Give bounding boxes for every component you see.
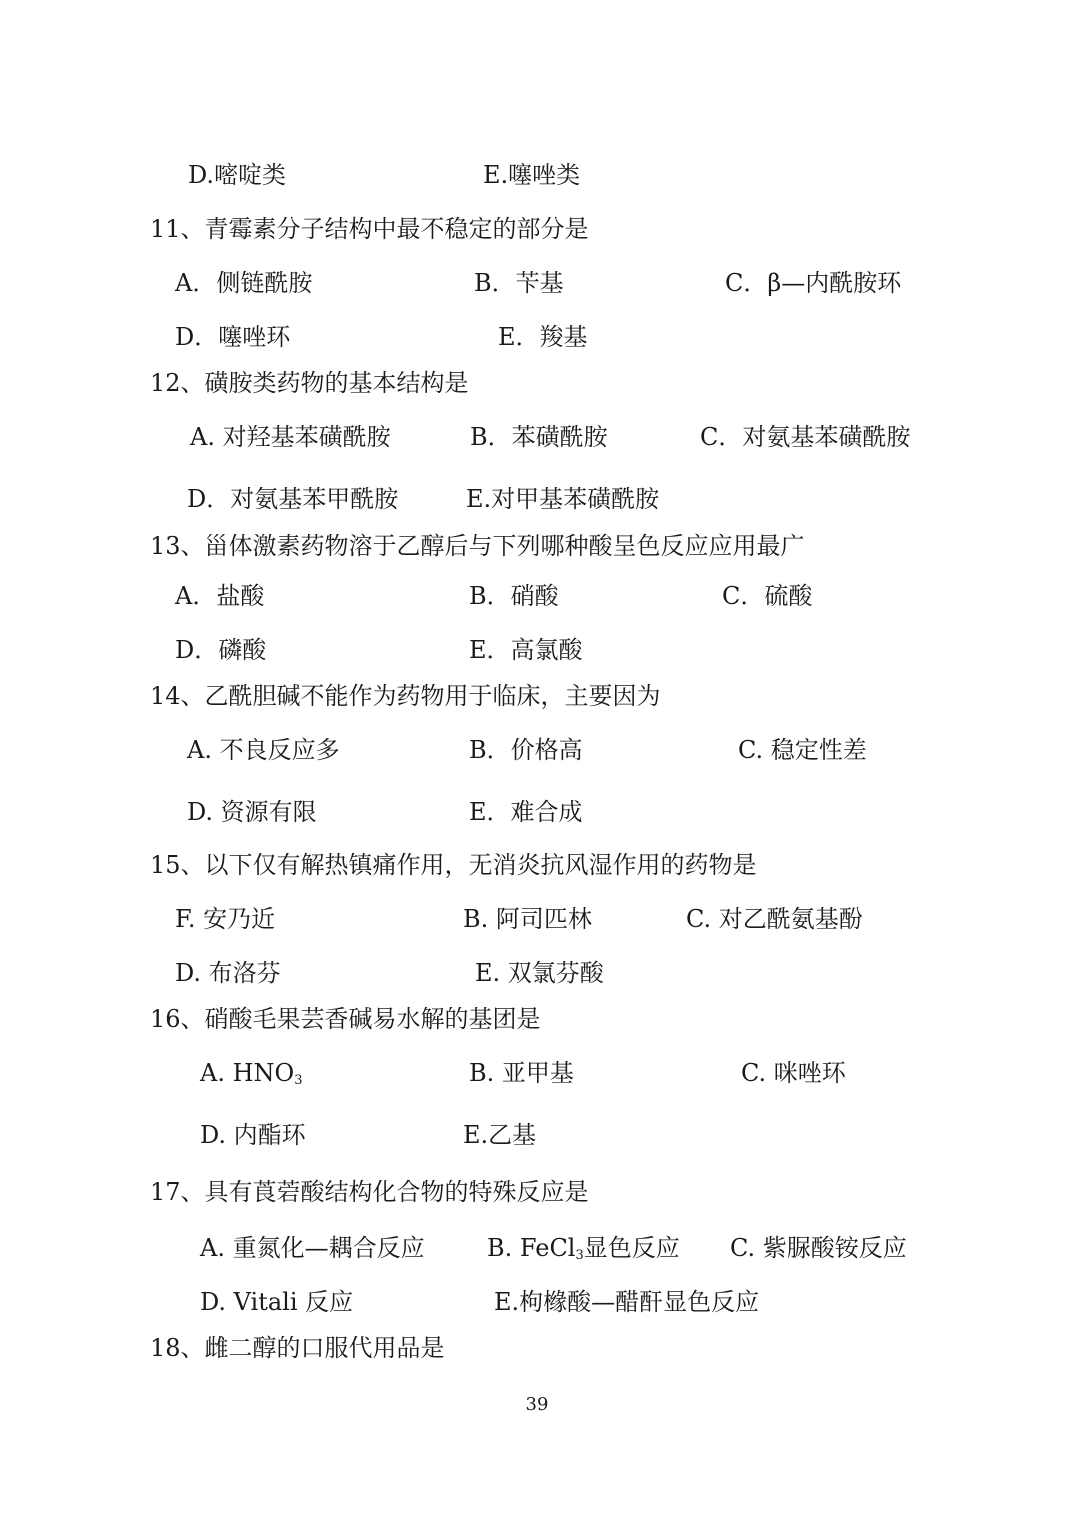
q17-option-d: D. Vitali 反应	[200, 1288, 354, 1316]
q16-option-a	[200, 1058, 302, 1088]
q12-option-d: D．对氨基苯甲酰胺	[187, 485, 399, 513]
q14-option-b: B．价格高	[469, 736, 583, 764]
q13-option-c: C．硫酸	[722, 582, 813, 610]
q13-option-b: B．硝酸	[469, 582, 559, 610]
q17-option-b	[487, 1233, 680, 1263]
q16-option-e: E.乙基	[463, 1121, 537, 1149]
q15-option-d: D. 布洛芬	[175, 959, 281, 987]
q13-question: 13、甾体激素药物溶于乙醇后与下列哪种酸呈色反应应用最广	[150, 532, 805, 560]
q17-option-c: C. 紫脲酸铵反应	[730, 1234, 907, 1262]
q17-option-b-subscript: 3	[575, 1248, 584, 1263]
q15-option-f: F. 安乃近	[175, 905, 276, 933]
q12-option-a: A. 对羟基苯磺酰胺	[190, 423, 391, 451]
q13-option-e: E．高氯酸	[469, 636, 583, 664]
q17-question: 17、具有莨菪酸结构化合物的特殊反应是	[150, 1178, 589, 1206]
q15-option-b: B. 阿司匹林	[463, 905, 592, 933]
q15-question: 15、以下仅有解热镇痛作用，无消炎抗风湿作用的药物是	[150, 851, 757, 879]
q14-question: 14、乙酰胆碱不能作为药物用于临床，主要因为	[150, 682, 661, 710]
q16-option-b: B. 亚甲基	[469, 1059, 574, 1087]
q11-option-d: D．噻唑环	[175, 323, 291, 351]
q13-option-a: A．盐酸	[175, 582, 265, 610]
q10-option-d: D.嘧啶类	[188, 161, 287, 189]
q14-option-d: D. 资源有限	[187, 798, 317, 826]
q11-option-a: A．侧链酰胺	[175, 269, 313, 297]
q18-question: 18、雌二醇的口服代用品是	[150, 1334, 445, 1362]
q10-option-e: E.噻唑类	[483, 161, 581, 189]
q12-option-c: C．对氨基苯磺酰胺	[700, 423, 911, 451]
q16-option-c: C. 咪唑环	[741, 1059, 846, 1087]
q11-option-c: C．β—内酰胺环	[725, 269, 902, 297]
q11-question: 11、青霉素分子结构中最不稳定的部分是	[150, 215, 589, 243]
q16-option-a-text: A. HNO	[200, 1059, 295, 1087]
q14-option-e: E．难合成	[469, 798, 583, 826]
q12-question: 12、磺胺类药物的基本结构是	[150, 369, 469, 397]
q17-option-e: E.枸橼酸—醋酐显色反应	[494, 1288, 760, 1316]
q11-option-b: B．苄基	[474, 269, 564, 297]
q17-option-a: A. 重氮化—耦合反应	[200, 1234, 425, 1262]
q12-option-b: B．苯磺酰胺	[470, 423, 608, 451]
q17-option-b-text: B. FeCl	[487, 1234, 576, 1262]
q15-option-e: E. 双氯芬酸	[475, 959, 604, 987]
q12-option-e: E.对甲基苯磺酰胺	[466, 485, 660, 513]
q15-option-c: C. 对乙酰氨基酚	[686, 905, 863, 933]
q14-option-c: C. 稳定性差	[738, 736, 867, 764]
q11-option-e: E．羧基	[498, 323, 588, 351]
q14-option-a: A. 不良反应多	[187, 736, 340, 764]
q16-option-d: D. 内酯环	[200, 1121, 306, 1149]
q13-option-d: D．磷酸	[175, 636, 267, 664]
q16-option-a-subscript: 3	[294, 1073, 303, 1088]
q17-option-b-suffix: 显色反应	[583, 1234, 680, 1262]
q16-question: 16、硝酸毛果芸香碱易水解的基团是	[150, 1005, 541, 1033]
page-number: 39	[525, 1394, 549, 1415]
